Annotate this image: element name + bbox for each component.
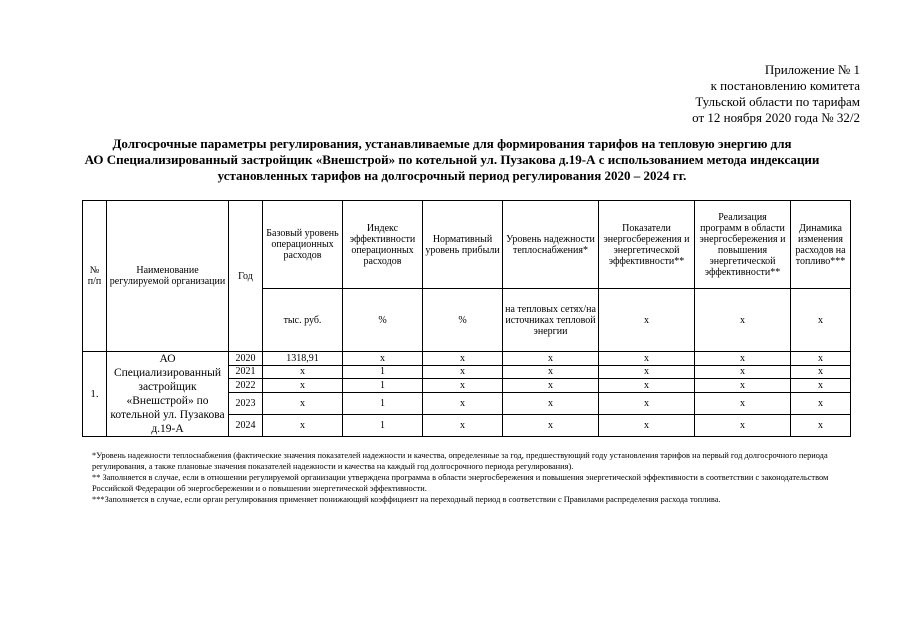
title-line-3: установленных тарифов на долгосрочный период регулирования 2020 – 2024 гг. bbox=[217, 168, 687, 183]
org-number: 1. bbox=[83, 352, 107, 437]
appendix-number: Приложение № 1 bbox=[764, 62, 860, 77]
unit-base: тыс. руб. bbox=[263, 289, 343, 352]
title-line-2: АО Специализированный застройщик «Внешстрой» по котельной ул. Пузакова д.19-А с использованием метода индексации bbox=[84, 152, 820, 167]
document-title bbox=[60, 136, 844, 184]
appendix-date: от 12 ноября 2020 года № 32/2 bbox=[692, 110, 860, 125]
header-profit: Нормативный уровень прибыли bbox=[423, 201, 503, 289]
cell-programs: х bbox=[695, 414, 791, 436]
cell-energy-saving: х bbox=[599, 414, 695, 436]
cell-reliability: х bbox=[503, 379, 599, 393]
header-org: Наименование регулируемой организации bbox=[107, 201, 229, 352]
header-base: Базовый уровень операционных расходов bbox=[263, 201, 343, 289]
cell-fuel: х bbox=[791, 352, 851, 366]
header-reliability: Уровень надежности теплоснабжения* bbox=[503, 201, 599, 289]
cell-energy-saving: х bbox=[599, 379, 695, 393]
header-energy-saving: Показатели энергосбережения и энергетической эффективности** bbox=[599, 201, 695, 289]
unit-fuel: х bbox=[791, 289, 851, 352]
unit-profit: % bbox=[423, 289, 503, 352]
cell-fuel: х bbox=[791, 392, 851, 414]
footnotes bbox=[92, 450, 866, 505]
table-row bbox=[83, 352, 851, 366]
appendix-header bbox=[692, 62, 860, 126]
cell-fuel: х bbox=[791, 365, 851, 379]
cell-fuel: х bbox=[791, 379, 851, 393]
cell-index: 1 bbox=[343, 379, 423, 393]
org-name: АО Специализированный застройщик «Внешстрой» по котельной ул. Пузакова д.19-А bbox=[107, 352, 229, 437]
table-header-row bbox=[83, 201, 851, 289]
cell-profit: х bbox=[423, 365, 503, 379]
header-index: Индекс эффективности операционных расходов bbox=[343, 201, 423, 289]
cell-reliability: х bbox=[503, 365, 599, 379]
cell-base: х bbox=[263, 365, 343, 379]
header-programs: Реализация программ в области энергосбережения и повышения энергетической эффективности** bbox=[695, 201, 791, 289]
cell-energy-saving: х bbox=[599, 352, 695, 366]
cell-profit: х bbox=[423, 392, 503, 414]
title-line-1: Долгосрочные параметры регулирования, устанавливаемые для формирования тарифов на тепловую энергию для bbox=[112, 136, 792, 151]
cell-profit: х bbox=[423, 352, 503, 366]
header-num: № п/п bbox=[83, 201, 107, 352]
cell-programs: х bbox=[695, 392, 791, 414]
appendix-reference: к постановлению комитета bbox=[710, 78, 860, 93]
cell-reliability: х bbox=[503, 414, 599, 436]
cell-energy-saving: х bbox=[599, 365, 695, 379]
tariff-parameters-table bbox=[82, 200, 851, 437]
cell-base: х bbox=[263, 392, 343, 414]
cell-programs: х bbox=[695, 352, 791, 366]
cell-reliability: х bbox=[503, 392, 599, 414]
header-year: Год bbox=[229, 201, 263, 352]
cell-index: х bbox=[343, 352, 423, 366]
header-fuel: Динамика изменения расходов на топливо*** bbox=[791, 201, 851, 289]
cell-profit: х bbox=[423, 414, 503, 436]
footnote-fuel: ***Заполняется в случае, если орган регулирования применяет понижающий коэффициент на переходный период в соответствии с Правилами распределения расхода топлива. bbox=[92, 495, 721, 504]
footnote-energy-program: ** Заполняется в случае, если в отношении регулируемой организации утверждена программа в области энергосбережения и повышения энергетической эффективности в соответствии с законодательством Российской Федерации об энергосбережении и о повышении энергетической эффективности. bbox=[92, 473, 829, 493]
cell-year: 2024 bbox=[229, 414, 263, 436]
unit-reliability: на тепловых сетях/на источниках тепловой энергии bbox=[503, 289, 599, 352]
cell-reliability: х bbox=[503, 352, 599, 366]
cell-programs: х bbox=[695, 379, 791, 393]
cell-year: 2023 bbox=[229, 392, 263, 414]
cell-year: 2022 bbox=[229, 379, 263, 393]
unit-index: % bbox=[343, 289, 423, 352]
cell-base: х bbox=[263, 414, 343, 436]
unit-energy-saving: х bbox=[599, 289, 695, 352]
cell-year: 2020 bbox=[229, 352, 263, 366]
cell-index: 1 bbox=[343, 414, 423, 436]
cell-index: 1 bbox=[343, 392, 423, 414]
footnote-reliability: *Уровень надежности теплоснабжения (фактические значения показателей надежности и качества, определенные за год, предшествующий году установления тарифов на первый год долгосрочного периода регулирования, а также плановые значения показателей надежности и качества на каждый год долгосрочного периода регулирования). bbox=[92, 451, 828, 471]
cell-profit: х bbox=[423, 379, 503, 393]
cell-programs: х bbox=[695, 365, 791, 379]
cell-year: 2021 bbox=[229, 365, 263, 379]
cell-index: 1 bbox=[343, 365, 423, 379]
unit-programs: х bbox=[695, 289, 791, 352]
cell-fuel: х bbox=[791, 414, 851, 436]
appendix-committee: Тульской области по тарифам bbox=[695, 94, 860, 109]
cell-energy-saving: х bbox=[599, 392, 695, 414]
cell-base: 1318,91 bbox=[263, 352, 343, 366]
cell-base: х bbox=[263, 379, 343, 393]
